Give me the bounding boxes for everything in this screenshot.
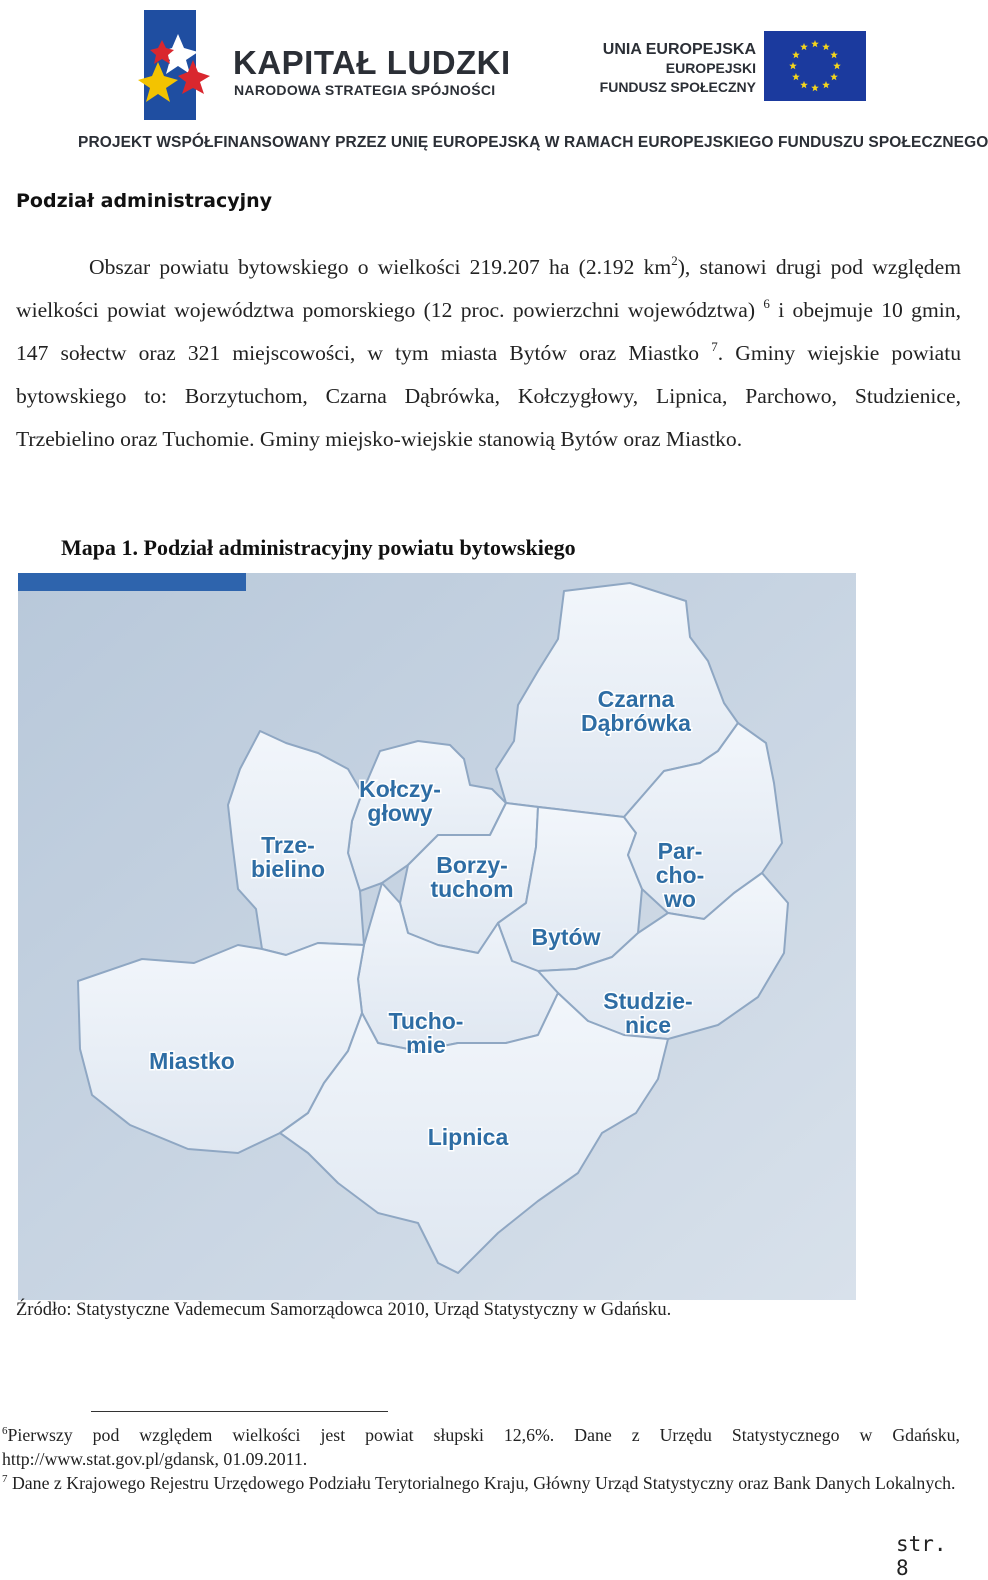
eu-line1: UNIA EUROPEJSKA bbox=[602, 41, 756, 58]
label-czarna-1: Czarna bbox=[597, 686, 675, 712]
label-czarna-2: Dąbrówka bbox=[581, 710, 691, 736]
kapital-ludzki-logo bbox=[138, 10, 220, 120]
footnote-6 bbox=[2, 1423, 960, 1471]
footnote-6-text[interactable]: Pierwszy pod względem wielkości jest powiat słupski 12,6%. Dane z Urzędu Statystycznego w Gdańsku, http://www.stat.gov.pl/gdansk, 01.09.2011. bbox=[2, 1425, 960, 1469]
map-title: Mapa 1. Podział administracyjny powiatu bytowskiego bbox=[61, 535, 576, 560]
footnotes bbox=[2, 1423, 960, 1495]
label-studz-2: nice bbox=[624, 1012, 672, 1038]
label-parch-2: cho- bbox=[655, 862, 705, 888]
label-bytow: Bytów bbox=[531, 924, 601, 950]
label-tuch-1: Tucho- bbox=[388, 1008, 464, 1034]
label-parch-1: Par- bbox=[657, 838, 703, 864]
label-borzy-1: Borzy- bbox=[436, 852, 508, 878]
label-borzy-2: tuchom bbox=[430, 876, 514, 902]
footnote-7-number: 7 bbox=[2, 1473, 8, 1485]
para-part-2: ), stanowi drugi pod względem wielkości powiat województwa pomorskiego (12 proc. powierzchni województwa) bbox=[16, 255, 961, 322]
label-miastko: Miastko bbox=[149, 1048, 235, 1074]
label-trzeb-1: Trze- bbox=[261, 832, 315, 858]
kapital-ludzki-subtitle: NARODOWA STRATEGIA SPÓJNOŚCI bbox=[234, 82, 496, 98]
kapital-ludzki-title: KAPITAŁ LUDZKI bbox=[233, 44, 511, 81]
footnote-6-number: 6 bbox=[2, 1425, 8, 1437]
administrative-map bbox=[18, 573, 856, 1300]
label-studz-1: Studzie- bbox=[603, 988, 693, 1014]
map-svg bbox=[18, 573, 856, 1300]
label-kolczy-1: Kołczy- bbox=[359, 776, 441, 802]
project-cofinanced-line: PROJEKT WSPÓŁFINANSOWANY PRZEZ UNIĘ EUROPEJSKĄ W RAMACH EUROPEJSKIEGO FUNDUSZU SPOŁECZNEGO bbox=[78, 134, 988, 151]
eu-flag-icon bbox=[764, 31, 866, 101]
label-kolczy-2: głowy bbox=[367, 800, 433, 826]
footnote-ref-6[interactable]: 6 bbox=[763, 296, 770, 311]
para-part-1: Obszar powiatu bytowskiego o wielkości 219.207 ha (2.192 km bbox=[89, 255, 672, 279]
label-tuch-2: mie bbox=[406, 1032, 446, 1058]
body-paragraph bbox=[16, 246, 961, 461]
label-parch-3: wo bbox=[664, 886, 696, 912]
eu-line3: FUNDUSZ SPOŁECZNY bbox=[599, 79, 756, 95]
page-number: str. 8 bbox=[896, 1532, 947, 1580]
footnote-7 bbox=[2, 1471, 960, 1495]
label-lipnica: Lipnica bbox=[427, 1124, 509, 1150]
para-part-3: i obejmuje 10 gmin, 147 sołectw oraz 321 miejscowości, w tym miasta Bytów oraz Miastko bbox=[16, 298, 961, 365]
label-trzeb-2: bielino bbox=[250, 856, 326, 882]
footnote-separator bbox=[91, 1411, 388, 1412]
sup-km2: 2 bbox=[671, 253, 678, 268]
header-banner bbox=[0, 0, 988, 165]
eu-text-block bbox=[596, 40, 756, 97]
footnote-ref-7[interactable]: 7 bbox=[711, 339, 718, 354]
eu-line2: EUROPEJSKI bbox=[665, 60, 756, 76]
map-source: Źródło: Statystyczne Vademecum Samorządowca 2010, Urząd Statystyczny w Gdańsku. bbox=[16, 1300, 672, 1320]
footnote-7-text: Dane z Krajowego Rejestru Urzędowego Podziału Terytorialnego Kraju, Główny Urząd Statystyczny oraz Bank Danych Lokalnych. bbox=[7, 1473, 956, 1493]
map-legend-bar bbox=[18, 573, 246, 591]
para-part-4: . Gminy wiejskie powiatu bytowskiego to: Borzytuchom, Czarna Dąbrówka, Kołczygłowy, Lipnica, Parchowo, Studzienice, Trzebielino oraz Tuchomie. Gminy miejsko-wiejskie stanowią Bytów oraz Miastko. bbox=[16, 341, 961, 451]
section-heading: Podział administracyjny bbox=[16, 190, 273, 212]
